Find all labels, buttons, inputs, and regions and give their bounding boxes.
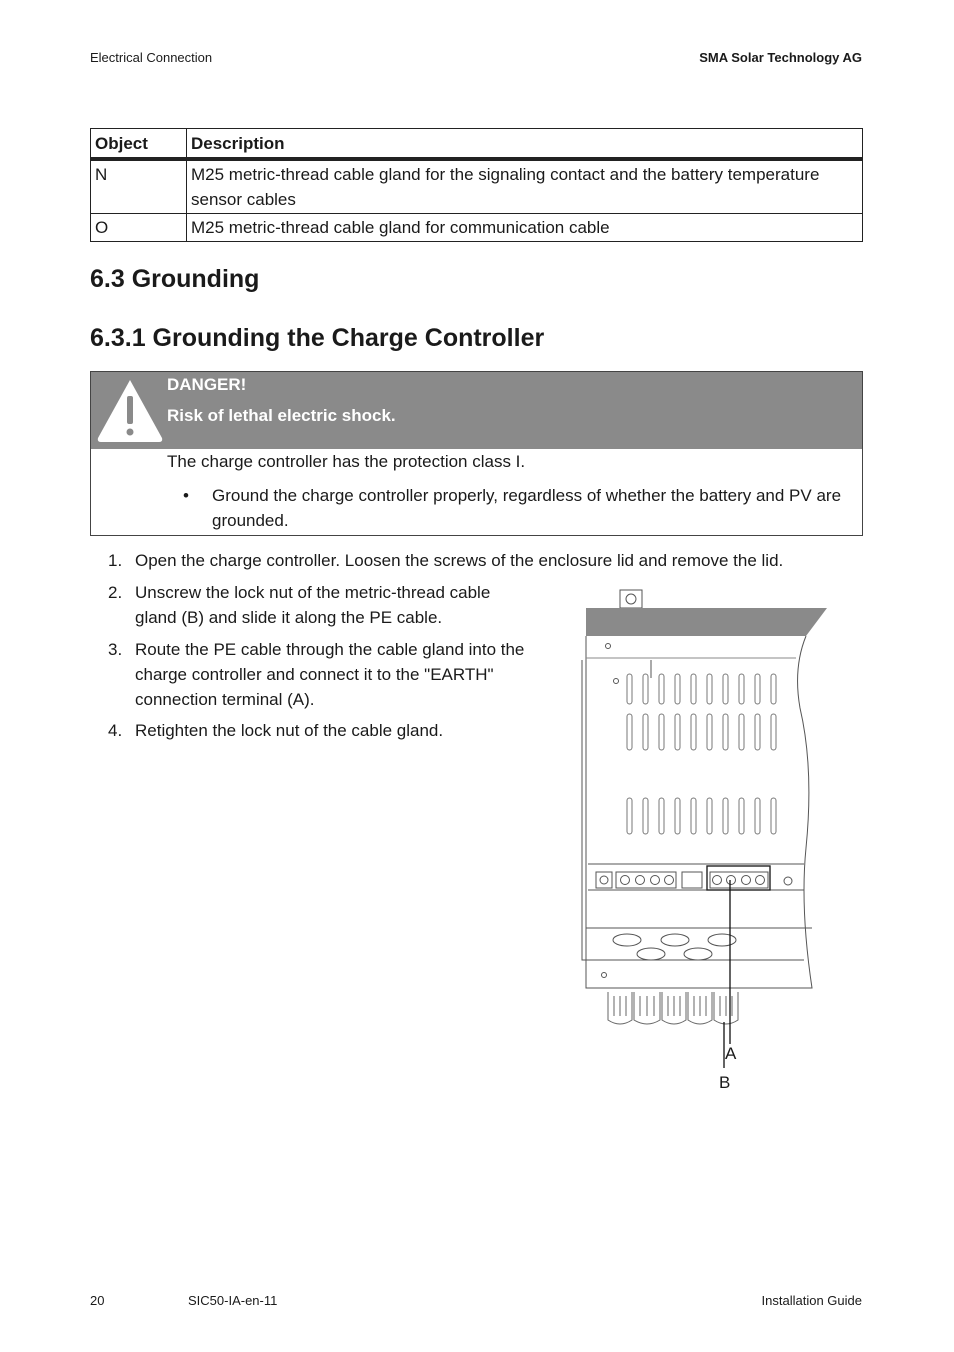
header-company: SMA Solar Technology AG [699,50,862,65]
table-cell-description [187,159,863,214]
figure-label-a: A [725,1044,737,1063]
object-table [90,128,863,242]
bullet-text [212,483,841,533]
table-header-row [91,129,863,160]
danger-subtitle: Risk of lethal electric shock. [167,406,396,425]
table-cell-object: N [91,159,187,214]
danger-bullet [167,483,857,533]
charge-controller-illustration [578,588,838,1098]
subsection-heading: 6.3.1 Grounding the Charge Controller [90,324,545,352]
danger-notice [90,371,863,536]
step-text: Open the charge controller. Loosen the screws of the enclosure lid and remove the lid. [135,551,784,570]
footer-doc-type: Installation Guide [761,1293,862,1308]
bullet-line: grounded. [212,511,289,530]
section-heading: 6.3 Grounding [90,265,260,293]
danger-header [91,372,862,449]
footer-page-number: 20 [90,1293,105,1308]
footer-doc-id: SIC50-IA-en-11 [188,1293,278,1308]
bullet-line: Ground the charge controller properly, regardless of whether the battery and PV are [212,486,842,505]
step-number: 2. [108,583,123,602]
column-header-description: Description [187,129,863,160]
list-item [90,580,490,630]
table-cell-object: O [91,214,187,242]
step-text: Unscrew the lock nut of the metric-thread cable gland (B) and slide it along the PE cable. [135,583,491,627]
header-section: Electrical Connection [90,50,213,65]
danger-title: DANGER! [167,375,247,394]
bullet-marker: • [183,486,189,505]
description-line: M25 metric-thread cable gland for the signaling contact and the battery temperature [191,165,820,184]
list-item [90,718,443,743]
list-item [90,548,783,573]
danger-body: The charge controller has the protection class I. [167,452,526,471]
step-number: 3. [108,640,123,659]
table-row [91,214,863,242]
column-header-object: Object [91,129,187,160]
step-text: Retighten the lock nut of the cable gland. [135,721,444,740]
step-number: 4. [108,721,123,740]
table-row [91,159,863,214]
figure-label-b: B [719,1073,731,1092]
table-cell-description: M25 metric-thread cable gland for communication cable [187,214,863,242]
step-number: 1. [108,551,123,570]
description-line: sensor cables [191,190,296,209]
list-item [90,637,524,712]
warning-triangle-icon [95,376,165,444]
step-text: Route the PE cable through the cable gland into the charge controller and connect it to the "EARTH" connection terminal (A). [135,640,525,709]
